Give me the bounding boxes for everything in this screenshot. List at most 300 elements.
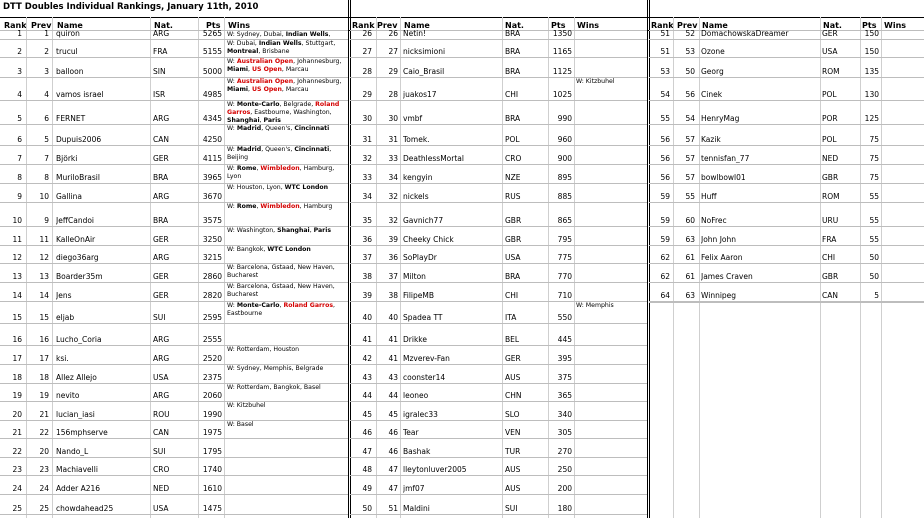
rank-cell: 12: [12, 253, 22, 262]
tournament-win: Paris: [313, 227, 332, 234]
player-name-cell: Tear: [403, 428, 419, 437]
grid-line: [699, 17, 700, 518]
points-cell: 550: [557, 313, 572, 322]
grid-line: [649, 57, 924, 58]
rank-cell: 36: [362, 235, 372, 244]
wins-cell: [227, 421, 346, 438]
wins-cell: [227, 402, 346, 420]
header-prev: Prev: [31, 21, 52, 30]
grand-slam-win: Roland Garros: [283, 302, 334, 309]
points-cell: 75: [869, 173, 879, 182]
header-rank: Rank: [352, 21, 375, 30]
prev-rank-cell: 36: [388, 253, 398, 262]
header-pts: Pts: [862, 21, 877, 30]
rank-cell: 30: [362, 114, 372, 123]
grid-line: [350, 245, 647, 246]
rank-cell: 8: [17, 173, 22, 182]
grid-line: [649, 263, 924, 264]
rank-cell: 32: [362, 154, 372, 163]
rank-cell: 55: [660, 114, 670, 123]
player-name-cell: HenryMag: [701, 114, 740, 123]
rank-cell: 29: [362, 90, 372, 99]
nationality-cell: USA: [505, 253, 521, 262]
player-name-cell: Cheeky Chick: [403, 235, 454, 244]
grid-line: [649, 245, 924, 246]
grand-slam-win: US Open: [251, 66, 282, 73]
player-name-cell: Drikke: [403, 335, 427, 344]
player-name-cell: kengyin: [403, 173, 433, 182]
prev-rank-cell: 3: [44, 67, 49, 76]
nationality-cell: AUS: [505, 465, 521, 474]
tournament-win: W:: [227, 58, 237, 65]
tournament-win: W: Memphis: [576, 302, 614, 309]
nationality-cell: RUS: [505, 192, 521, 201]
prev-rank-cell: 7: [44, 154, 49, 163]
tournament-win: W: Houston, Lyon,: [227, 184, 285, 191]
tournament-win: WTC London: [284, 184, 329, 191]
prev-rank-cell: 63: [685, 235, 695, 244]
prev-rank-cell: 22: [39, 428, 49, 437]
grid-line: [820, 17, 821, 518]
player-name-cell: tennisfan_77: [701, 154, 750, 163]
nationality-cell: GBR: [822, 272, 839, 281]
prev-rank-cell: 33: [388, 154, 398, 163]
points-cell: 55: [869, 192, 879, 201]
player-name-cell: SoPlayDr: [403, 253, 437, 262]
nationality-cell: GER: [153, 291, 169, 300]
tournament-win: , Marcau: [281, 66, 309, 73]
points-cell: 135: [864, 67, 879, 76]
points-cell: 4985: [202, 90, 222, 99]
prev-rank-cell: 37: [388, 272, 398, 281]
points-cell: 3250: [202, 235, 222, 244]
player-name-cell: Huff: [701, 192, 717, 201]
prev-rank-cell: 57: [685, 154, 695, 163]
nationality-cell: BRA: [505, 67, 521, 76]
points-cell: 2860: [202, 272, 222, 281]
prev-rank-cell: 28: [388, 90, 398, 99]
player-name-cell: Ozone: [701, 47, 725, 56]
tournament-win: , Hamburg, Lyon: [227, 165, 335, 180]
points-cell: 55: [869, 216, 879, 225]
tournament-win: ,: [248, 86, 252, 93]
player-name-cell: Spadea TT: [403, 313, 443, 322]
tournament-win: W: Barcelona, Gstaad, New Haven, Bucharest: [227, 283, 335, 298]
points-cell: 365: [557, 391, 572, 400]
player-name-cell: Lucho_Coria: [56, 335, 102, 344]
nationality-cell: CRO: [153, 465, 170, 474]
nationality-cell: GBR: [505, 235, 522, 244]
rank-cell: 40: [362, 313, 372, 322]
player-name-cell: Björki: [56, 154, 78, 163]
nationality-cell: CRO: [505, 154, 522, 163]
tournament-win: , Johannesburg,: [293, 58, 342, 65]
rank-cell: 37: [362, 253, 372, 262]
player-name-cell: coonster14: [403, 373, 446, 382]
player-name-cell: NoFrec: [701, 216, 727, 225]
tournament-win: , Eastbourne: [227, 302, 335, 317]
player-name-cell: balloon: [56, 67, 84, 76]
points-cell: 3575: [202, 216, 222, 225]
player-name-cell: Gavnich77: [403, 216, 444, 225]
points-cell: 770: [557, 272, 572, 281]
tournament-win: Miami: [227, 86, 249, 93]
tournament-win: W: Kitzbuhel: [576, 78, 615, 85]
grand-slam-win: Wimbledon: [260, 165, 300, 172]
points-cell: 1740: [202, 465, 222, 474]
player-name-cell: Felix Aaron: [701, 253, 743, 262]
grid-line: [0, 514, 348, 515]
rank-cell: 3: [17, 67, 22, 76]
prev-rank-cell: 61: [685, 272, 695, 281]
points-cell: 775: [557, 253, 572, 262]
points-cell: 1165: [552, 47, 572, 56]
header-nat: Nat.: [505, 21, 524, 30]
tournament-win: WTC London: [267, 246, 311, 253]
rank-cell: 16: [12, 335, 22, 344]
grid-line: [0, 323, 348, 324]
rank-cell: 62: [660, 253, 670, 262]
rank-cell: 49: [362, 484, 372, 493]
points-cell: 55: [869, 235, 879, 244]
grid-line: [350, 124, 647, 125]
rank-cell: 51: [660, 29, 670, 38]
nationality-cell: ISR: [153, 90, 166, 99]
grid-line: [350, 164, 647, 165]
points-cell: 3965: [202, 173, 222, 182]
grid-line: [0, 475, 348, 476]
points-cell: 5155: [202, 47, 222, 56]
wins-cell: [227, 302, 346, 323]
prev-rank-cell: 17: [39, 354, 49, 363]
points-cell: 180: [557, 504, 572, 513]
tournament-win: W:: [227, 302, 237, 309]
prev-rank-cell: 44: [388, 391, 398, 400]
points-cell: 2555: [202, 335, 222, 344]
nationality-cell: GBR: [822, 173, 839, 182]
tournament-win: ,: [256, 203, 261, 210]
rank-cell: 7: [17, 154, 22, 163]
header-wins: Wins: [577, 21, 600, 30]
header-name: Name: [404, 21, 430, 30]
prev-rank-cell: 11: [39, 235, 49, 244]
rank-cell: 14: [12, 291, 22, 300]
tournament-win: Indian Wells: [258, 40, 302, 47]
nationality-cell: CAN: [153, 135, 169, 144]
rank-cell: 18: [12, 373, 22, 382]
tournament-win: W:: [227, 125, 237, 132]
wins-cell: [227, 184, 346, 202]
nationality-cell: NED: [153, 484, 170, 493]
points-cell: 1475: [202, 504, 222, 513]
points-cell: 2820: [202, 291, 222, 300]
prev-rank-cell: 34: [388, 173, 398, 182]
nationality-cell: CHI: [822, 253, 836, 262]
player-name-cell: Kazik: [701, 135, 721, 144]
nationality-cell: GER: [153, 235, 169, 244]
points-cell: 2520: [202, 354, 222, 363]
points-cell: 1610: [202, 484, 222, 493]
tournament-win: , Marcau: [281, 86, 309, 93]
prev-rank-cell: 56: [685, 90, 695, 99]
nationality-cell: POL: [505, 135, 520, 144]
points-cell: 340: [557, 410, 572, 419]
grid-line: [350, 57, 647, 58]
grand-slam-win: US Open: [251, 86, 282, 93]
points-cell: 1025: [552, 90, 572, 99]
wins-cell: [227, 227, 346, 245]
rank-cell: 31: [362, 135, 372, 144]
tournament-win: ,: [328, 31, 331, 38]
points-cell: 960: [557, 135, 572, 144]
wins-cell: [227, 203, 346, 226]
grand-slam-win: Wimbledon: [260, 203, 300, 210]
nationality-cell: CHN: [505, 391, 522, 400]
prev-rank-cell: 14: [39, 291, 49, 300]
prev-rank-cell: 38: [388, 291, 398, 300]
nationality-cell: AUS: [505, 373, 521, 382]
grid-line: [150, 17, 151, 518]
tournament-win: , Hamburg: [299, 203, 333, 210]
rank-cell: 27: [362, 47, 372, 56]
prev-rank-cell: 20: [39, 447, 49, 456]
points-cell: 795: [557, 235, 572, 244]
points-cell: 4345: [202, 114, 222, 123]
player-name-cell: Nando_L: [56, 447, 89, 456]
tournament-win: W: Bangkok,: [227, 246, 268, 253]
tournament-win: Miami: [227, 66, 249, 73]
rank-cell: 64: [660, 291, 670, 300]
tournament-win: W: Barcelona, Gstaad, New Haven, Bucharest: [227, 264, 335, 279]
points-cell: 4250: [202, 135, 222, 144]
rank-cell: 21: [12, 428, 22, 437]
rank-cell: 48: [362, 465, 372, 474]
prev-rank-cell: 25: [39, 504, 49, 513]
grid-line: [502, 17, 503, 518]
rank-cell: 24: [12, 484, 22, 493]
tournament-win: ,: [309, 227, 314, 234]
nationality-cell: TUR: [505, 447, 521, 456]
rank-cell: 23: [12, 465, 22, 474]
nationality-cell: POR: [822, 114, 838, 123]
nationality-cell: POL: [822, 90, 837, 99]
grid-line: [350, 383, 647, 384]
grid-line: [350, 364, 647, 365]
header-pts: Pts: [551, 21, 566, 30]
rank-cell: 50: [362, 504, 372, 513]
tournament-win: Indian Wells: [285, 31, 329, 38]
prev-rank-cell: 6: [44, 114, 49, 123]
tournament-win: ,: [259, 117, 264, 124]
grid-line: [649, 145, 924, 146]
prev-rank-cell: 10: [39, 192, 49, 201]
tournament-win: Cincinnati: [294, 146, 330, 153]
tournament-win: W: Sydney, Dubai,: [227, 31, 286, 38]
wins-cell: [576, 302, 644, 323]
player-name-cell: FERNET: [56, 114, 86, 123]
rank-cell: 38: [362, 272, 372, 281]
nationality-cell: SLO: [505, 410, 520, 419]
grid-line: [350, 475, 647, 476]
header-prev: Prev: [377, 21, 398, 30]
prev-rank-cell: 41: [388, 335, 398, 344]
grid-line: [52, 17, 53, 518]
tournament-win: W: Dubai,: [227, 40, 259, 47]
prev-rank-cell: 60: [685, 216, 695, 225]
points-cell: 1350: [552, 29, 572, 38]
points-cell: 1990: [202, 410, 222, 419]
prev-rank-cell: 43: [388, 373, 398, 382]
points-cell: 885: [557, 192, 572, 201]
tournament-win: Shanghai: [227, 117, 260, 124]
prev-rank-cell: 24: [39, 484, 49, 493]
nationality-cell: SUI: [505, 504, 518, 513]
prev-rank-cell: 46: [388, 447, 398, 456]
points-cell: 1975: [202, 428, 222, 437]
grid-line: [348, 0, 349, 518]
tournament-win: W:: [227, 203, 237, 210]
player-name-cell: jmf07: [403, 484, 425, 493]
grid-line: [0, 494, 348, 495]
nationality-cell: AUS: [505, 484, 521, 493]
rank-cell: 2: [17, 47, 22, 56]
prev-rank-cell: 29: [388, 67, 398, 76]
player-name-cell: 156mphserve: [56, 428, 108, 437]
grid-line: [350, 438, 647, 439]
player-name-cell: Boarder35m: [56, 272, 103, 281]
nationality-cell: BRA: [153, 216, 169, 225]
nationality-cell: ROM: [822, 67, 840, 76]
tournament-win: Madrid: [236, 125, 262, 132]
prev-rank-cell: 1: [44, 29, 49, 38]
rank-cell: 39: [362, 291, 372, 300]
points-cell: 710: [557, 291, 572, 300]
tournament-win: Shanghai: [277, 227, 310, 234]
player-name-cell: diego36arg: [56, 253, 99, 262]
prev-rank-cell: 53: [685, 47, 695, 56]
player-name-cell: Jens: [56, 291, 72, 300]
prev-rank-cell: 52: [685, 29, 695, 38]
rank-cell: 59: [660, 235, 670, 244]
rank-cell: 35: [362, 216, 372, 225]
prev-rank-cell: 31: [388, 135, 398, 144]
header-name: Name: [57, 21, 83, 30]
nationality-cell: POL: [822, 135, 837, 144]
tournament-win: , Brisbane: [258, 48, 290, 55]
points-cell: 125: [864, 114, 879, 123]
grid-line: [350, 420, 647, 421]
tournament-win: , Johannesburg,: [293, 78, 342, 85]
prev-rank-cell: 57: [685, 173, 695, 182]
player-name-cell: James Craven: [701, 272, 753, 281]
nationality-cell: NED: [822, 154, 839, 163]
player-name-cell: Milton: [403, 272, 426, 281]
grid-line: [350, 323, 647, 324]
prev-rank-cell: 46: [388, 428, 398, 437]
wins-cell: [227, 78, 346, 100]
rank-cell: 62: [660, 272, 670, 281]
header-prev: Prev: [677, 21, 698, 30]
points-cell: 2060: [202, 391, 222, 400]
rank-cell: 25: [12, 504, 22, 513]
prev-rank-cell: 50: [685, 67, 695, 76]
grid-line: [350, 202, 647, 203]
tournament-win: ,: [248, 66, 252, 73]
nationality-cell: VEN: [505, 428, 521, 437]
points-cell: 4115: [202, 154, 222, 163]
points-cell: 75: [869, 135, 879, 144]
tournament-win: W:: [227, 78, 237, 85]
nationality-cell: CAN: [822, 291, 838, 300]
nationality-cell: USA: [153, 373, 169, 382]
player-name-cell: Machiavelli: [56, 465, 98, 474]
grid-line: [350, 457, 647, 458]
grid-line: [649, 183, 924, 184]
tournament-win: Paris: [263, 117, 281, 124]
prev-rank-cell: 45: [388, 410, 398, 419]
nationality-cell: ARG: [153, 29, 170, 38]
player-name-cell: nicksimioni: [403, 47, 446, 56]
points-cell: 3670: [202, 192, 222, 201]
tournament-win: Madrid: [236, 146, 262, 153]
points-cell: 50: [869, 253, 879, 262]
rank-cell: 51: [660, 47, 670, 56]
tournament-win: , Beijing: [227, 146, 332, 161]
player-name-cell: vamos israel: [56, 90, 104, 99]
nationality-cell: ARG: [153, 391, 170, 400]
player-name-cell: eljab: [56, 313, 75, 322]
grid-line: [0, 17, 924, 18]
player-name-cell: KalleOnAir: [56, 235, 96, 244]
nationality-cell: BRA: [505, 47, 521, 56]
nationality-cell: ROM: [822, 192, 840, 201]
nationality-cell: CAN: [153, 428, 169, 437]
grid-line: [350, 494, 647, 495]
player-name-cell: FilipeMB: [403, 291, 435, 300]
player-name-cell: JeffCandoi: [56, 216, 95, 225]
rank-cell: 56: [660, 135, 670, 144]
rank-cell: 59: [660, 216, 670, 225]
rank-cell: 5: [17, 114, 22, 123]
points-cell: 395: [557, 354, 572, 363]
tournament-win: ,: [256, 165, 261, 172]
grid-line: [350, 145, 647, 146]
tournament-win: Cincinnati: [294, 125, 330, 132]
prev-rank-cell: 41: [388, 354, 398, 363]
rank-cell: 10: [12, 216, 22, 225]
header-rank: Rank: [4, 21, 27, 30]
prev-rank-cell: 57: [685, 135, 695, 144]
header-name: Name: [702, 21, 728, 30]
rank-cell: 59: [660, 192, 670, 201]
grid-line: [0, 457, 348, 458]
grid-line: [350, 226, 647, 227]
nationality-cell: USA: [153, 504, 169, 513]
prev-rank-cell: 5: [44, 135, 49, 144]
wins-cell: [227, 165, 346, 183]
prev-rank-cell: 13: [39, 272, 49, 281]
points-cell: 270: [557, 447, 572, 456]
prev-rank-cell: 18: [39, 373, 49, 382]
rank-cell: 28: [362, 67, 372, 76]
nationality-cell: CHI: [505, 291, 519, 300]
grid-line: [649, 202, 924, 203]
prev-rank-cell: 40: [388, 313, 398, 322]
prev-rank-cell: 55: [685, 192, 695, 201]
prev-rank-cell: 19: [39, 391, 49, 400]
wins-cell: [227, 384, 346, 401]
nationality-cell: ARG: [153, 114, 170, 123]
